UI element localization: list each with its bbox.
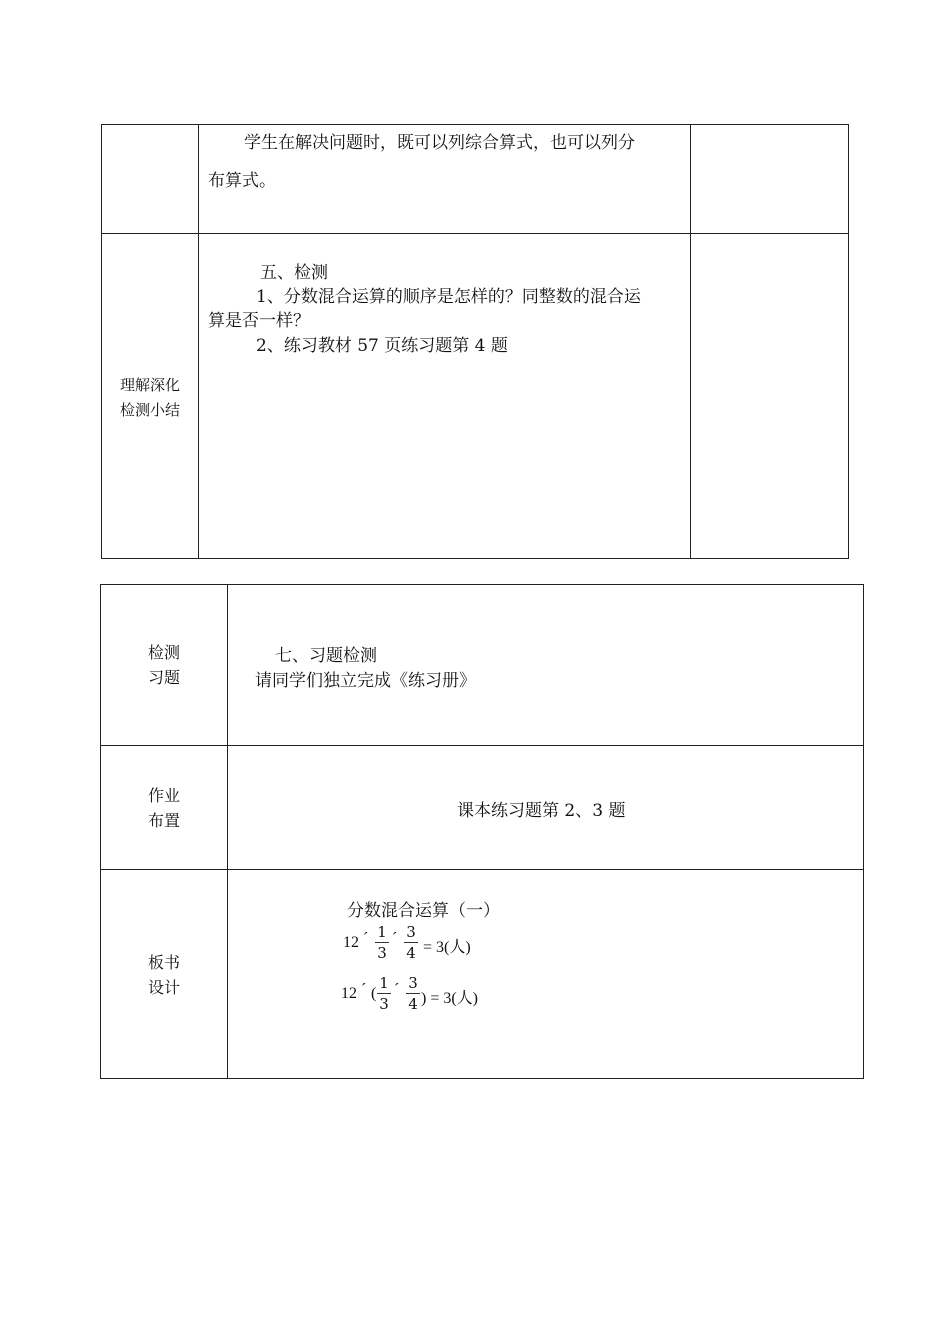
exercise-instruction: 请同学们独立完成《练习册》 [255, 671, 476, 691]
eq1-result: = 3(人) [423, 939, 471, 956]
question-2: 2、练习教材 57 页练习题第 4 题 [256, 336, 508, 356]
exercise-label-line1: 检测 [147, 643, 180, 662]
board-title: 分数混合运算（一） [347, 901, 500, 921]
row1-content-line2: 布算式。 [208, 171, 276, 191]
homework-label-line2: 布置 [147, 811, 180, 830]
col-divider-1 [198, 125, 199, 558]
eq2-lead: 12 [341, 985, 357, 1002]
col-divider-2 [690, 125, 691, 558]
question-1-line1: 1、分数混合运算的顺序是怎样的？同整数的混合运 [256, 287, 641, 307]
question-1-line2: 算是否一样？ [208, 311, 310, 331]
eq1-lead: 12 [343, 934, 359, 951]
eq2-result: ) = 3(人) [421, 990, 479, 1007]
eq2-open-paren: ( [371, 985, 377, 1002]
eq2-fraction-2: 3 4 [406, 974, 420, 1013]
eq2-times-2: ´ [394, 981, 400, 998]
lesson-table-1 [101, 124, 849, 559]
eq1-fraction-1: 1 3 [375, 923, 389, 962]
board-label-line1: 板书 [147, 953, 180, 972]
lesson-table-2 [100, 584, 864, 1079]
eq2-fraction-1: 1 3 [377, 974, 391, 1013]
eq2-times: ´ [361, 981, 367, 998]
row2-label-line1: 理解深化 [119, 376, 180, 394]
homework-label-line1: 作业 [147, 786, 180, 805]
label-col-divider [227, 585, 228, 1078]
row-divider [102, 233, 848, 234]
section-five-heading: 五、检测 [260, 263, 328, 283]
eq1-fraction-2: 3 4 [404, 923, 418, 962]
eq1-times: ´ [363, 930, 369, 947]
exercise-label-line2: 习题 [147, 668, 180, 687]
row-divider-1 [101, 745, 863, 746]
homework-text: 课本练习题第 2、3 题 [457, 801, 626, 821]
board-label-line2: 设计 [147, 978, 180, 997]
eq1-times-2: ´ [392, 930, 398, 947]
row-divider-2 [101, 869, 863, 870]
row2-label-line2: 检测小结 [119, 401, 180, 419]
row1-content-line1: 学生在解决问题时，既可以列综合算式，也可以列分 [244, 133, 635, 153]
section-seven-heading: 七、习题检测 [275, 646, 377, 666]
